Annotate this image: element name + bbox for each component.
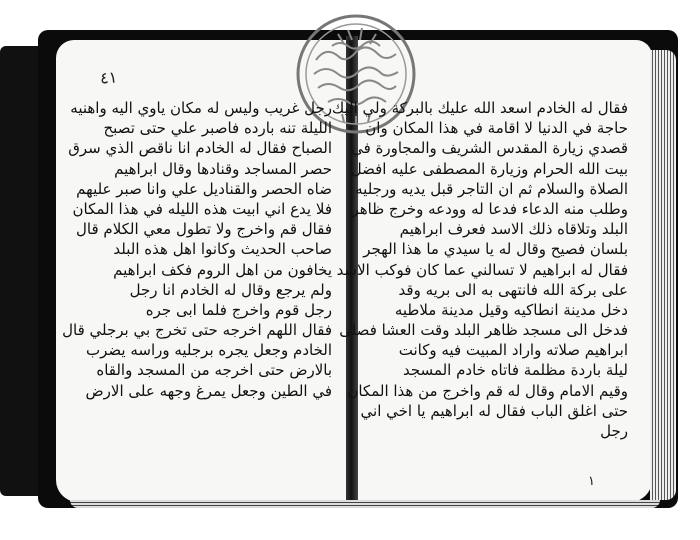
right-line-4: بيت الله الحرام وزيارة المصطفى عليه افضل (350, 159, 628, 178)
right-line-7: البلد وتلاقاه ذلك الاسد فعرف ابراهيم (399, 220, 628, 239)
left-line-1: رجل غريب وليس له مكان ياوي اليه واهنيه (70, 99, 332, 117)
left-line-9: يخافون من اهل الروم فكف ابراهيم (113, 260, 332, 279)
right-line-13: ابراهيم صلاته واراد المبيت فيه وكانت (398, 341, 628, 360)
left-line-3: الصباح فقال له الخادم انا ناقص الذي سرق (68, 139, 332, 158)
left-line-4: حصر المساجد وقنادها وقال ابراهيم (114, 159, 332, 178)
page-mark: ١ (588, 474, 595, 489)
right-line-8: بلسان فصيح وقال له يا سيدي ما هذا الهجر (363, 240, 628, 259)
right-line-6: وطلب منه الدعاء فدعا له وودعه وخرج ظاهر (351, 199, 628, 218)
folio-number: ٤١ (99, 67, 118, 88)
right-line-16: حتى اغلق الباب فقال له ابراهيم يا اخي اني (360, 401, 628, 420)
right-line-17: رجل (600, 422, 628, 440)
right-line-3: قصدي زيارة المقدس الشريف والمجاورة في (351, 139, 628, 158)
left-line-14: بالارض حتى اخرجه من المسجد والقاه (96, 361, 332, 380)
right-page-text (331, 98, 628, 441)
left-line-12: فقال اللهم اخرجه حتى تخرج بي برجلي قال (62, 321, 332, 340)
left-line-2: الليلة تنه بارده فاصبر علي حتى تصبح (103, 119, 332, 138)
page-edges-right (650, 50, 676, 500)
right-line-15: وقيم الامام وقال له قم واخرج من هذا المكان (347, 381, 628, 400)
left-line-5: ضاه الحصر والقناديل علي وانا صبر عليهم (76, 179, 332, 198)
right-line-11: دخل مدينة انطاكيه وقيل مدينة ملاطيه (394, 300, 628, 319)
right-line-5: الصلاة والسلام ثم ان التاجر قبل يديه ورجليه (355, 179, 628, 198)
left-line-6: فلا يدع اني ابيت هذه الليله في هذا المكان (72, 199, 332, 218)
left-line-15: في الطين وجعل يمرغ وجهه على الارض (85, 381, 332, 400)
right-line-1: فقال له الخادم اسعد الله عليك بالبركة ولي اليك (331, 99, 628, 117)
left-line-13: الخادم وجعل يجره برجليه وراسه يضرب (85, 341, 332, 360)
right-line-2: حاجة في الدنيا لا اقامة في هذا المكان وان (365, 119, 628, 138)
left-line-10: ولم يرجع وقال له الخادم انا رجل (129, 280, 332, 299)
left-line-11: رجل قوم واخرج فلما ابى جره (145, 300, 332, 319)
right-line-9: فقال له ابراهيم لا تسالني عما كان فوكب الاسد (336, 260, 628, 279)
left-line-8: صاحب الحديث وكانوا اهل هذه البلد (113, 240, 332, 259)
left-line-7: فقال قم واخرج ولا تطول معي الكلام قال (76, 220, 332, 239)
right-line-10: على بركة الله فانتهى به الى بريه وقد (398, 280, 628, 299)
right-line-14: ليلة باردة مظلمة فاتاه خادم المسجد (403, 361, 628, 380)
left-page-text (62, 98, 332, 401)
page-edges-bottom (70, 500, 660, 508)
right-line-12: فدخل الى مسجد ظاهر البلد وقت العشا فصلى (339, 321, 628, 340)
